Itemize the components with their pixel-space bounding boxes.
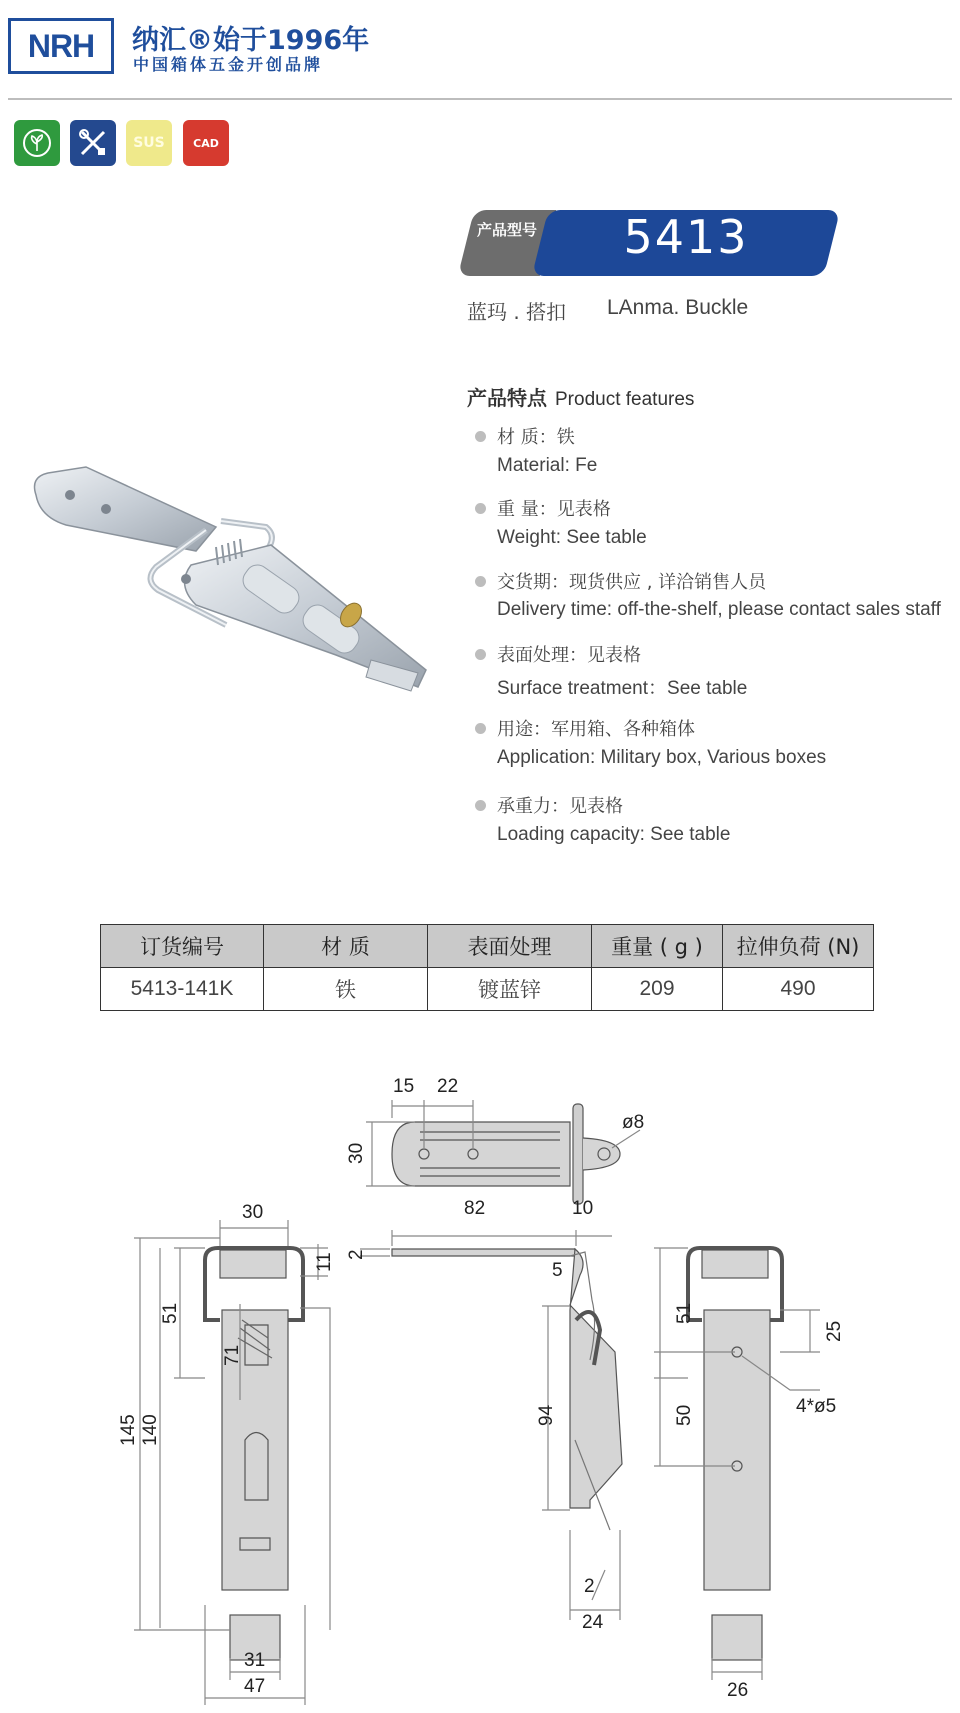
brand-slogan: 纳汇®始于1996年 — [132, 25, 370, 56]
cell-weight: 209 — [592, 968, 723, 1011]
dim-side-2b: 2 — [584, 1576, 595, 1597]
features-title-cn: 产品特点 — [467, 386, 547, 410]
dim-front-31: 31 — [244, 1650, 266, 1671]
feature-loading-en: Loading capacity: See table — [497, 824, 731, 845]
feature-weight-cn: 重 量：见表格 — [497, 499, 611, 520]
features-title — [467, 382, 694, 411]
feature-delivery-en: Delivery time: off-the-shelf, please contact sales staff — [497, 599, 941, 620]
feature-application-en: Application: Military box, Various boxes — [497, 747, 827, 768]
feature-material-cn: 材 质：铁 — [497, 427, 575, 448]
feature-delivery-cn: 交货期：现货供应 , 详洽销售人员 — [497, 572, 767, 593]
bullet-dot — [475, 503, 486, 514]
product-name-en: LAnma. Buckle — [607, 296, 749, 319]
bullet-dot — [475, 431, 486, 442]
dim-side-5: 5 — [552, 1260, 563, 1281]
header-divider — [8, 98, 952, 100]
dim-side-82: 82 — [464, 1198, 486, 1219]
dim-top-hole: ø8 — [622, 1112, 645, 1133]
feature-surface-en: Surface treatment：See table — [497, 678, 748, 699]
col-load: 拉伸负荷 (N) — [723, 925, 874, 968]
col-surface: 表面处理 — [428, 925, 592, 968]
technical-drawing — [0, 1060, 960, 1710]
feature-material-en: Material: Fe — [497, 455, 598, 476]
sus-material-icon: SUS — [126, 120, 172, 166]
col-order-no: 订货编号 — [101, 925, 264, 968]
feature-weight-en: Weight: See table — [497, 527, 647, 548]
dim-front-140: 140 — [140, 1414, 161, 1446]
dim-front-30: 30 — [242, 1202, 264, 1223]
dim-back-51: 51 — [674, 1302, 695, 1324]
dim-back-holes: 4*ø5 — [796, 1396, 837, 1417]
feature-application-cn: 用途：军用箱、各种箱体 — [497, 719, 695, 740]
cell-load: 490 — [723, 968, 874, 1011]
cad-file-icon: CAD — [183, 120, 229, 166]
brand-tagline: 中国箱体五金开创品牌 — [133, 55, 324, 74]
dim-top-22: 22 — [437, 1076, 459, 1097]
col-material: 材 质 — [264, 925, 428, 968]
bullet-dot — [475, 649, 486, 660]
dim-back-25: 25 — [824, 1320, 845, 1342]
brand-logo: NRH — [8, 18, 114, 74]
dim-front-47: 47 — [244, 1676, 266, 1697]
bullet-dot — [475, 576, 486, 587]
dim-front-51: 51 — [160, 1302, 181, 1324]
dim-side-24: 24 — [582, 1612, 604, 1633]
dim-back-50: 50 — [674, 1404, 695, 1426]
model-tag-label: 产品型号 — [477, 221, 538, 239]
cell-order-no: 5413-141K — [101, 968, 264, 1011]
bullet-dot — [475, 723, 486, 734]
tools-icon — [70, 120, 116, 166]
cell-material: 铁 — [264, 968, 428, 1011]
eco-leaf-icon — [14, 120, 60, 166]
feature-surface-cn: 表面处理：见表格 — [497, 645, 641, 666]
dim-front-11: 11 — [314, 1252, 335, 1272]
spec-table — [100, 924, 874, 1011]
bullet-dot — [475, 800, 486, 811]
product-name-cn: 蓝玛 . 搭扣 — [467, 300, 567, 324]
dim-top-30: 30 — [346, 1142, 367, 1164]
model-number: 5413 — [623, 210, 749, 264]
dim-side-94: 94 — [536, 1404, 557, 1426]
feature-loading-cn: 承重力：见表格 — [497, 796, 623, 817]
table-row — [101, 968, 874, 1011]
dim-back-26: 26 — [727, 1680, 749, 1701]
table-header-row — [101, 925, 874, 968]
col-weight: 重量 ( g ) — [592, 925, 723, 968]
dim-front-145: 145 — [118, 1414, 139, 1446]
dim-front-71: 71 — [222, 1344, 243, 1366]
dim-top-15: 15 — [393, 1076, 415, 1097]
product-photo — [26, 455, 456, 725]
cell-surface: 镀蓝锌 — [428, 968, 592, 1011]
dim-side-2a: 2 — [346, 1249, 367, 1260]
dim-side-10: 10 — [572, 1198, 594, 1219]
features-title-en: Product features — [555, 389, 695, 410]
